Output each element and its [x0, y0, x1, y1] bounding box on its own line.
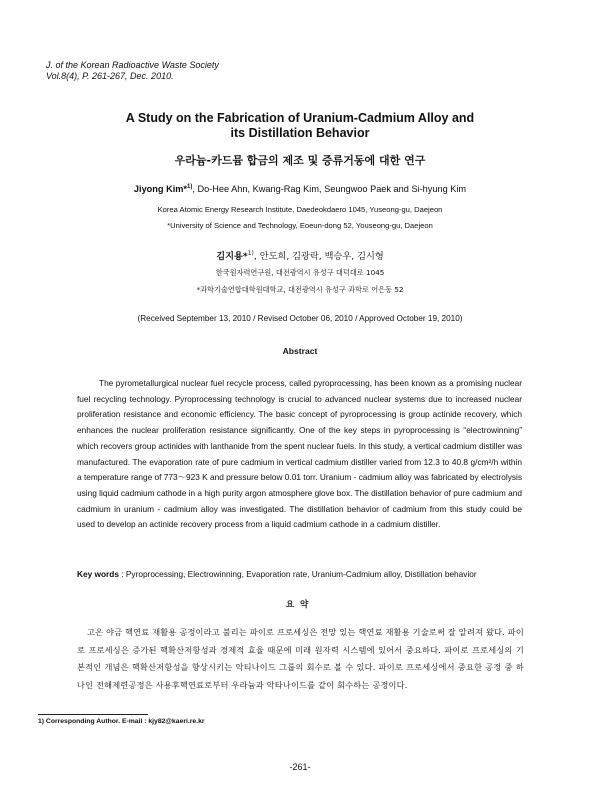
footnote-divider [38, 714, 148, 715]
paper-title-line2: its Distillation Behavior [230, 126, 370, 140]
paper-title-line1: A Study on the Fabrication of Uranium-Cadmium Alloy and [125, 111, 475, 125]
korean-affiliation-2: *과학기술연합대학원대학교, 대전광역시 유성구 과학로 어은동 52 [196, 285, 404, 294]
korean-affiliation-1: 한국원자력연구원, 대전광역시 유성구 대덕대로 1045 [215, 268, 385, 277]
affiliation-2: *University of Science and Technology, Eoeun-dong 52, Youseong-gu, Daejeon [167, 221, 433, 230]
paper-title [60, 111, 540, 141]
keywords-text: : Pyroprocessing, Electrowinning, Evaporation rate, Uranium-Cadmium alloy, Distillation behavior [118, 569, 477, 579]
lead-author-footnote-mark: 1) [187, 184, 193, 190]
korean-coauthors: , 안도희, 김광락, 백승우, 김시형 [253, 251, 384, 262]
received-dates: (Received September 13, 2010 / Revised October 06, 2010 / Approved October 19, 2010) [137, 314, 463, 323]
coauthors: , Do-Hee Ahn, Kwang-Rag Kim, Seungwoo Paek and Si-hyung Kim [192, 184, 467, 195]
korean-abstract-body: 고온 야금 핵연료 재활용 공정이라고 불리는 파이로 프로세싱은 전망 있는 핵연료 재활용 기술로써 잘 알려져 왔다. 파이로 프로세싱은 증가된 핵확산저항성과 경제적 효율 때문에 미래 원자력 시스템에 있어서 중요하다. 파이로 프로세싱의 기본적인 개념은 핵확산저항성을 향상시키는 악티나이드 그룹의 회수로 볼 수 있다. 파이로 프로세싱에서 중요한 공정 중 하나인 전해제련공정은 사용후핵연료로부터 우라늄과 악타나이드를 같이 회수하는 공정이다. [77, 627, 524, 690]
journal-citation [46, 60, 219, 82]
lead-author: Jiyong Kim* [133, 184, 187, 195]
korean-lead-author: 김지용* [216, 251, 248, 262]
korean-abstract-heading: 요약 [285, 600, 315, 610]
corresponding-author-footnote: 1) Corresponding Author. E-mail : kjy82@kaeri.re.kr [38, 718, 205, 725]
keywords-label: Key words [77, 569, 119, 579]
abstract-body: The pyrometallurgical nuclear fuel recycle process, called pyroprocessing, has been known as a promising nuclear fuel recycling technology. Pyroprocessing technology is crucial to advanced nuclear systems due to increased nuclear proliferation resistance and economic efficiency. The basic concept of pyroprocessing is group actinide recovery, which enhances the nuclear proliferation resistance significantly. One of the key steps in pyroprocessing is “electrowinning” which recovers group actinides with lanthanide from the spent nuclear fuels. In this study, a vertical cadmium distiller was manufactured. The evaporation rate of pure cadmium in vertical cadmium distiller varied from 12.3 to 40.8 g/cm²/h within a temperature range of 773～923 K and pressure below 0.01 torr. Uranium - cadmium alloy was fabricated by electrolysis using liquid cadmium cathode in a high purity argon atmosphere glove box. The distillation behavior of pure cadmium and cadmium in uranium - cadmium alloy was investigated. The distillation behavior of cadmium from this study could be used to develop an actinide recovery process from a liquid cadmium cathode in a cadmium distiller. [77, 378, 522, 530]
korean-lead-author-footnote-mark: 1) [247, 249, 254, 257]
journal-volume: Vol.8(4), P. 261-267, Dec. 2010. [46, 71, 174, 81]
page-number: -261- [289, 762, 311, 772]
journal-name: J. of the Korean Radioactive Waste Society [46, 60, 219, 70]
keywords [77, 569, 537, 579]
affiliation-1: Korea Atomic Energy Research Institute, Daedeokdaero 1045, Yuseong-gu, Daejeon [157, 205, 443, 214]
korean-title: 우라늄-카드뮴 합금의 제조 및 증류거동에 대한 연구 [174, 154, 426, 167]
abstract-heading: Abstract [282, 346, 318, 356]
korean-author-list [40, 248, 560, 262]
author-list [40, 184, 560, 194]
